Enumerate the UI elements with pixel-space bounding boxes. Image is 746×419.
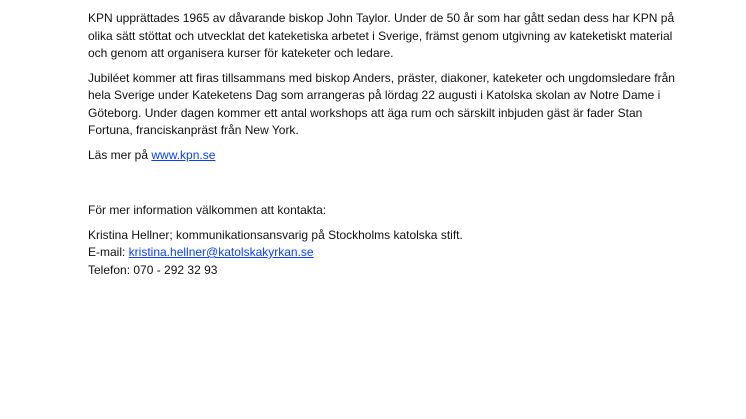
contact-email-line bbox=[88, 244, 688, 262]
contact-block bbox=[88, 227, 688, 280]
paragraph-jubilee: Jubiléet kommer att firas tillsammans med biskop Anders, präster, diakoner, kateketer och ungdomsledare från hela Sverige under Kateketens Dag som arrangeras på lördag 22 augusti i Katolska skolan av Notre Dame i Göteborg. Under dagen kommer ett antal workshops att äga rum och särskilt inbjuden gäst är fader Stan Fortuna, franciskanpräst från New York. bbox=[88, 70, 675, 137]
kpn-website-link[interactable]: www.kpn.se bbox=[151, 147, 216, 162]
contact-phone-line: Telefon: 070 - 292 32 93 bbox=[88, 262, 218, 277]
email-prefix: E-mail: bbox=[88, 245, 129, 259]
contact-intro: För mer information välkommen att kontakta: bbox=[88, 203, 327, 217]
paragraph-history: KPN upprättades 1965 av dåvarande biskop John Taylor. Under de 50 år som har gått sedan dess har KPN på olika sätt stöttat och utvecklat det kateketiska arbetet i Sverige, främst genom utgivning av kateketiskt material och genom att organisera kurser för kateketer och ledare. bbox=[88, 11, 675, 60]
read-more-line bbox=[88, 147, 688, 165]
contact-name-line: Kristina Hellner; kommunikationsansvarig på Stockholms katolska stift. bbox=[88, 227, 463, 242]
read-more-prefix: Läs mer på bbox=[88, 147, 152, 162]
document-body bbox=[88, 10, 688, 279]
contact-email-link[interactable]: kristina.hellner@katolskakyrkan.se bbox=[128, 245, 314, 259]
